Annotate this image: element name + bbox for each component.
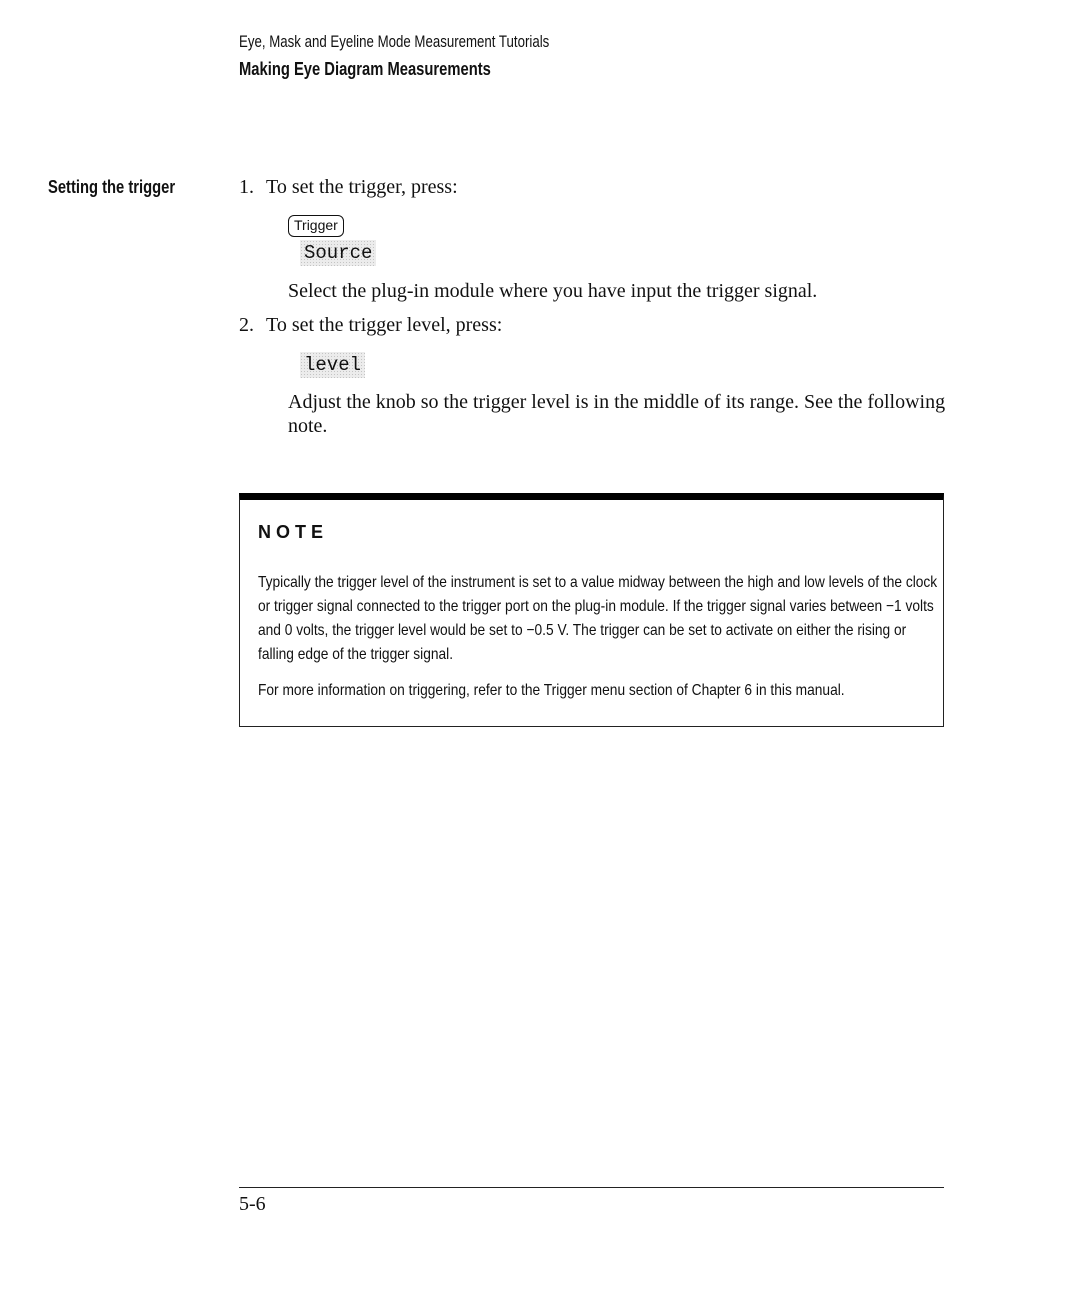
step-2	[239, 314, 502, 337]
side-heading: Setting the trigger	[48, 177, 176, 197]
note-paragraph: Typically the trigger level of the instrument is set to a value midway between the high and low levels of the clock or trigger signal connected to the trigger port on the plug-in module. If the trigger signal varies between −1 volts and 0 volts, the trigger level would be set to −0.5 V. The trigger can be set to activate on either the rising or falling edge of the trigger signal.	[258, 574, 938, 663]
note-box	[239, 493, 944, 727]
step-text: To set the trigger, press:	[266, 176, 458, 198]
section-title: Making Eye Diagram Measurements	[239, 59, 491, 79]
page-number: 5-6	[239, 1193, 266, 1215]
footer-divider	[239, 1187, 944, 1188]
note-paragraph: For more information on triggering, refer to the Trigger menu section of Chapter 6 in this manual.	[258, 682, 845, 699]
step-text: To set the trigger level, press:	[266, 314, 503, 336]
level-softkey[interactable]: level	[300, 352, 365, 378]
note-title: NOTE	[258, 522, 329, 542]
source-softkey[interactable]: Source	[300, 240, 376, 266]
step-number: 2.	[239, 314, 254, 336]
step-2-description: Adjust the knob so the trigger level is in the middle of its range. See the following note.	[288, 391, 946, 437]
step-1	[239, 176, 458, 199]
step-1-description: Select the plug-in module where you have input the trigger signal.	[288, 280, 818, 302]
chapter-title: Eye, Mask and Eyeline Mode Measurement Tutorials	[239, 32, 550, 51]
trigger-hardkey[interactable]: Trigger	[288, 215, 344, 237]
step-number: 1.	[239, 176, 254, 198]
